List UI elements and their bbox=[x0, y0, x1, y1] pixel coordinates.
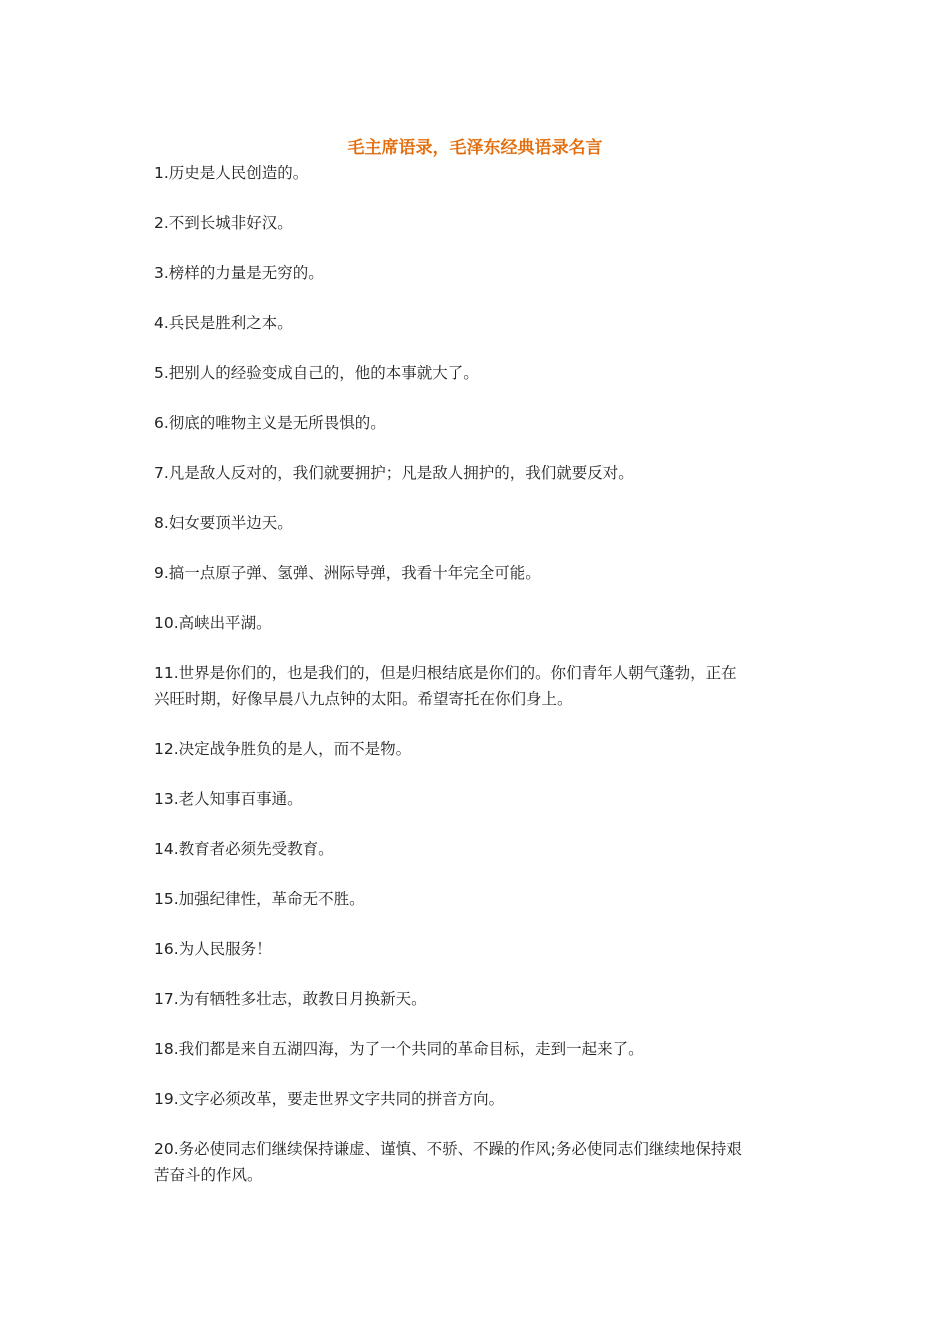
quote-item bbox=[154, 560, 794, 586]
quote-item bbox=[154, 986, 794, 1012]
quote-item bbox=[154, 260, 794, 286]
quote-list bbox=[154, 160, 794, 1212]
quote-text: 4.兵民是胜利之本。 bbox=[154, 314, 293, 332]
quote-text: 19.文字必须改革，要走世界文字共同的拼音方向。 bbox=[154, 1090, 505, 1108]
quote-item bbox=[154, 210, 794, 236]
quote-text: 20.务必使同志们继续保持谦虚、谨慎、不骄、不躁的作风;务必使同志们继续地保持艰 bbox=[154, 1140, 742, 1158]
quote-text: 18.我们都是来自五湖四海，为了一个共同的革命目标，走到一起来了。 bbox=[154, 1040, 644, 1058]
quote-text: 13.老人知事百事通。 bbox=[154, 790, 303, 808]
quote-text: 2.不到长城非好汉。 bbox=[154, 214, 293, 232]
quote-item bbox=[154, 610, 794, 636]
quote-text: 1.历史是人民创造的。 bbox=[154, 164, 309, 182]
quote-text: 3.榜样的力量是无穷的。 bbox=[154, 264, 324, 282]
quote-text: 14.教育者必须先受教育。 bbox=[154, 840, 334, 858]
quote-item bbox=[154, 160, 794, 186]
quote-text: 7.凡是敌人反对的，我们就要拥护；凡是敌人拥护的，我们就要反对。 bbox=[154, 464, 634, 482]
page-title: 毛主席语录，毛泽东经典语录名言 bbox=[347, 138, 603, 158]
quote-text: 兴旺时期，好像早晨八九点钟的太阳。希望寄托在你们身上。 bbox=[154, 690, 573, 708]
quote-text: 9.搞一点原子弹、氢弹、洲际导弹，我看十年完全可能。 bbox=[154, 564, 541, 582]
quote-item bbox=[154, 786, 794, 812]
quote-text: 15.加强纪律性，革命无不胜。 bbox=[154, 890, 365, 908]
quote-item bbox=[154, 736, 794, 762]
quote-text: 6.彻底的唯物主义是无所畏惧的。 bbox=[154, 414, 386, 432]
quote-text: 苦奋斗的作风。 bbox=[154, 1166, 263, 1184]
quote-text: 16.为人民服务！ bbox=[154, 940, 272, 958]
quote-item bbox=[154, 1136, 794, 1188]
quote-text: 10.高峡出平湖。 bbox=[154, 614, 272, 632]
quote-item bbox=[154, 1086, 794, 1112]
quote-item bbox=[154, 886, 794, 912]
quote-item bbox=[154, 936, 794, 962]
quote-item bbox=[154, 310, 794, 336]
quote-item bbox=[154, 460, 794, 486]
quote-text: 8.妇女要顶半边天。 bbox=[154, 514, 293, 532]
quote-item bbox=[154, 836, 794, 862]
quote-item bbox=[154, 1036, 794, 1062]
quote-item bbox=[154, 660, 794, 712]
quote-item bbox=[154, 410, 794, 436]
quote-text: 5.把别人的经验变成自己的，他的本事就大了。 bbox=[154, 364, 479, 382]
quote-text: 17.为有牺牲多壮志，敢教日月换新天。 bbox=[154, 990, 427, 1008]
quote-item bbox=[154, 360, 794, 386]
quote-item bbox=[154, 510, 794, 536]
quote-text: 11.世界是你们的，也是我们的，但是归根结底是你们的。你们青年人朝气蓬勃，正在 bbox=[154, 664, 737, 682]
quote-text: 12.决定战争胜负的是人，而不是物。 bbox=[154, 740, 412, 758]
